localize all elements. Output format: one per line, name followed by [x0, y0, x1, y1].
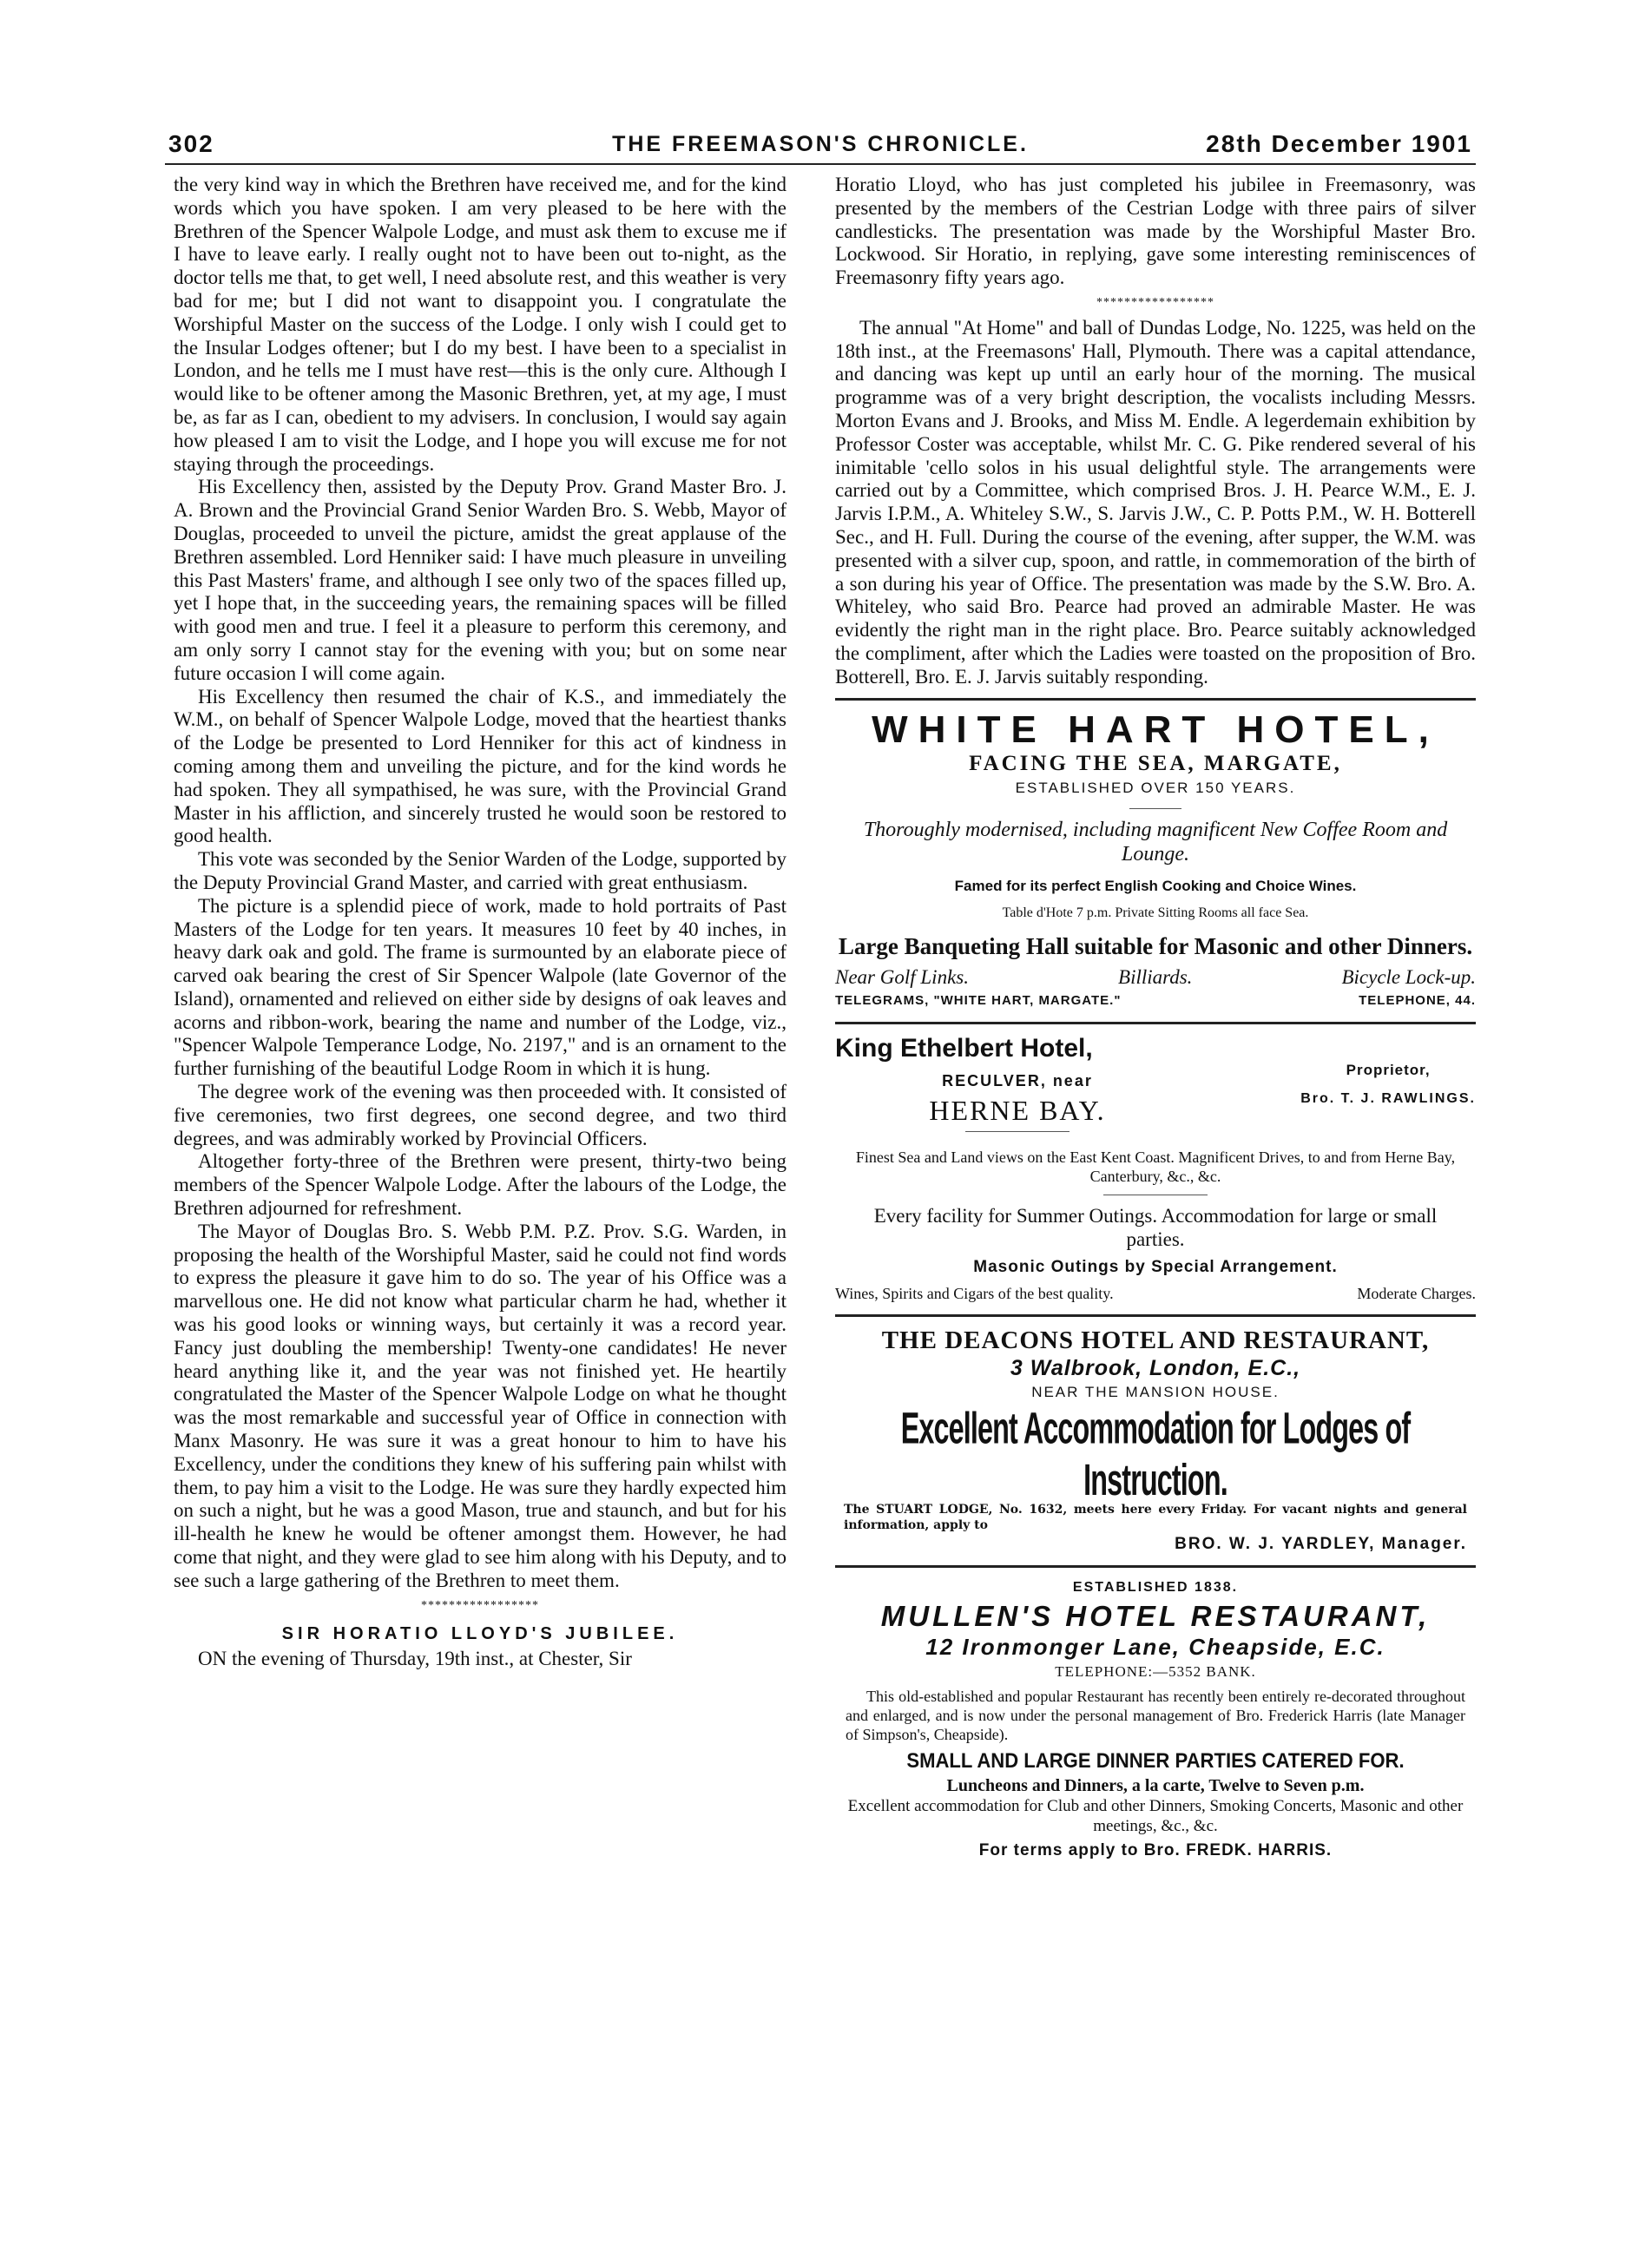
ad-luncheons: Luncheons and Dinners, a la carte, Twelve to Seven p.m. [946, 1776, 1365, 1796]
ad-table: Table d'Hote 7 p.m. Private Sitting Rooms all face Sea. [1002, 905, 1309, 921]
article-paragraph: The Mayor of Douglas Bro. S. Webb P.M. P.Z. Prov. S.G. Warden, in proposing the health of the Worshipful Master, said he could not find words to express the pleasure it gave him to do so. The year of his Office was a marvellous one. He did not know what particular charm he had, whether it was his good looks or winning ways, but certainly it was a record year. Fancy just doubling the membership! Twenty-one candidates! He never heard anything like it, and the year was not finished yet. He heartily congratulated the Master of the Spencer Walpole Lodge on what he thought was the most remarkable and successful year of Office in connection with Manx Masonry. He was sure it was a great honour to him to have his Excellency, under the conditions they knew of his suffering pain whilst with them, to pay him a visit to the Lodge. He was sure they hardly expected him on such a night, but he was a good Mason, true and staunch, and but for his ill-health he knew he would be oftener amongst them. However, he had come that night, and they were glad to see him along with his Deputy, and to see such a large gathering of the Brethren to meet them. [174, 1220, 787, 1591]
article-paragraph: the very kind way in which the Brethren have received me, and for the kind words which you have spoken. I am very pleased to be here with the Brethren of the Spencer Walpole Lodge, and must ask them to excuse me if I have to leave early. I really ought not to have been out to-night, as the doctor tells me that, to get well, I need absolute rest, and this weather is very bad for me; but I did not want to disappoint you. I congratulate the Worshipful Master on the success of the Lodge. I only wish I could get to the Insular Lodges oftener; but I do my best. I have been to a specialist in London, and he tells me I must have rest—this is the only cure. Although I would like to be oftener among the Masonic Brethren, yet, at my age, I must be, as far as I can, obedient to my advisers. In conclusion, I would say again how pleased I am to visit the Lodge, and I hope you will excuse me for not staying through the proceedings. [174, 174, 787, 475]
ad-footer [835, 1282, 1476, 1306]
ad-established: ESTABLISHED 1838. [1072, 1579, 1239, 1595]
section-separator: ***************** [421, 1598, 539, 1612]
ad-telegrams: TELEGRAMS, "WHITE HART, MARGATE." [835, 992, 1122, 1008]
ad-title: THE DEACONS HOTEL AND RESTAURANT, [881, 1326, 1430, 1355]
ad-parties: SMALL AND LARGE DINNER PARTIES CATERED FOR. [906, 1749, 1405, 1774]
article-paragraph: Horatio Lloyd, who has just completed his jubilee in Freemasonry, was presented by the members of the Cestrian Lodge with three pairs of silver candlesticks. The presentation was made by the Worshipful Master Bro. Lockwood. Sir Horatio, in replying, gave some interesting reminiscences of Freemasonry fifty years ago. [835, 174, 1476, 289]
ad-outings: Masonic Outings by Special Arrangement. [973, 1257, 1338, 1276]
ad-proprietor: Bro. T. J. RAWLINGS. [1300, 1090, 1476, 1106]
white-hart-ad [835, 709, 1476, 1013]
article-paragraph: ON the evening of Thursday, 19th inst., at Chester, Sir [198, 1648, 632, 1670]
ad-charges: Moderate Charges. [1357, 1285, 1476, 1303]
ad-famed: Famed for its perfect English Cooking and Choice Wines. [954, 878, 1357, 895]
article-paragraph: The annual "At Home" and ball of Dundas Lodge, No. 1225, was held on the 18th inst., at the Freemasons' Hall, Plymouth. There was a capital attendance, and dancing was kept up until an early hour of the morning. The musical programme was of a very bright description, the vocalists including Messrs. Morton Evans and J. Brooks, and Miss M. Endle. A legerdemain exhibition by Professor Coster was acceptable, whilst Mr. C. G. Pike rendered several of his inimitable 'cello solos in his usual delightful style. The arrangements were carried out by a Committee, which comprised Bros. J. H. Pearce W.M., E. J. Jarvis I.P.M., A. Whiteley S.W., S. Jarvis J.W., C. P. Potts P.M., W. H. Botterell Sec., and H. Full. During the course of the evening, after supper, the W.M. was presented with a silver cup, spoon, and rattle, in commemoration of the birth of a son during his year of Office. The presentation was made by the S.W. Bro. A. Whiteley, who said Bro. Pearce had proved an admirable Master. He was evidently the right man in the right place. Bro. Pearce suitably acknowledged the compliment, after which the Ladies were toasted on the proposition of Bro. Botterell, Bro. E. J. Jarvis suitably responding. [835, 316, 1476, 688]
header-rule [165, 163, 1476, 165]
ad-description: Thoroughly modernised, including magnificent New Coffee Room and Lounge. [863, 819, 1448, 866]
ad-manager: BRO. W. J. YARDLEY, Manager. [1175, 1534, 1467, 1553]
ad-description: This old-established and popular Restaurant has recently been entirely re-decorated throughout and enlarged, and is now under the personal management of Bro. Frederick Harris (late Manager of Simpson's, Cheapside). [846, 1688, 1465, 1744]
masthead-title: THE FREEMASON'S CHRONICLE. [612, 132, 1029, 156]
king-ethelbert-ad [835, 1033, 1476, 1306]
deacons-ad [835, 1326, 1476, 1557]
ad-town: HERNE BAY. [929, 1094, 1106, 1126]
article-paragraph: This vote was seconded by the Senior Warden of the Lodge, supported by the Deputy Provincial Grand Master, and carried with great enthusiasm. [174, 848, 787, 893]
ad-amenities [835, 965, 1476, 990]
ad-contacts [835, 990, 1476, 1013]
ad-views: Finest Sea and Land views on the East Kent Coast. Magnificent Drives, to and from Herne Bay, Canterbury, &c., &c. [855, 1148, 1456, 1185]
amenity-billiards: Billiards. [1118, 965, 1193, 988]
ad-address: 3 Walbrook, London, E.C., [1010, 1356, 1301, 1381]
ad-telephone: TELEPHONE:—5352 BANK. [1055, 1662, 1256, 1680]
right-column [835, 174, 1476, 1863]
ad-near: NEAR THE MANSION HOUSE. [1031, 1384, 1280, 1401]
ad-divider [835, 1022, 1476, 1024]
ad-established: ESTABLISHED OVER 150 YEARS. [1015, 779, 1296, 796]
mullens-ad [835, 1576, 1476, 1863]
ad-divider [835, 1565, 1476, 1568]
short-rule [965, 1131, 1070, 1132]
ad-stuart-lodge: The STUART LODGE, No. 1632, meets here every Friday. For vacant nights and general information, apply to [844, 1502, 1467, 1532]
section-separator: ***************** [1096, 295, 1214, 309]
ad-terms: For terms apply to Bro. FREDK. HARRIS. [978, 1841, 1333, 1860]
page-number: 302 [168, 130, 214, 157]
issue-date: 28th December 1901 [1206, 130, 1472, 157]
ad-title: King Ethelbert Hotel, [835, 1033, 1093, 1063]
ad-header [835, 1033, 1476, 1135]
ad-telephone: TELEPHONE, 44. [1359, 992, 1476, 1008]
left-column [174, 174, 787, 1671]
section-heading: SIR HORATIO LLOYD'S JUBILEE. [281, 1624, 679, 1644]
article-paragraph: His Excellency then, assisted by the Deputy Prov. Grand Master Bro. J. A. Brown and the Provincial Grand Senior Warden Bro. S. Webb, Mayor of Douglas, proceeded to unveil the picture, amidst the great applause of the Brethren assembled. Lord Henniker said: I have much pleasure in unveiling this Past Masters' frame, and although I see only two of the spaces filled up, yet I hope that, in the succeeding years, the remaining spaces will be filled with good men and true. I feel it a pleasure to perform this ceremony, and am only sorry I cannot stay for the evening with you; but on some near future occasion I will come again. [174, 476, 787, 684]
article-paragraph: His Excellency then resumed the chair of K.S., and immediately the W.M., on behalf of Spencer Walpole Lodge, moved that the heartiest thanks of the Lodge be presented to Lord Henniker for this act of kindness in coming among them and unveiling the picture, and for the kind words he had spoken. They all sympathised, he was sure, with the Provincial Grand Master in his affliction, and sincerely trusted he would soon be restored to good health. [174, 685, 787, 847]
ad-facility: Every facility for Summer Outings. Accommodation for large or small parties. [873, 1204, 1438, 1250]
ad-proprietor-label: Proprietor, [1346, 1061, 1431, 1078]
ad-divider [835, 698, 1476, 701]
article-paragraph: The degree work of the evening was then proceeded with. It consisted of five ceremonies, two first degrees, one second degree, and two third degrees, and was admirably worked by Provincial Officers. [174, 1081, 787, 1149]
short-rule [1129, 808, 1181, 809]
ad-banquet: Large Banqueting Hall suitable for Masonic and other Dinners. [838, 932, 1473, 959]
article-paragraph: The picture is a splendid piece of work, made to hold portraits of Past Masters of the Lodge for ten years. It measures 10 feet by 40 inches, in heavy dark oak and gold. The frame is surmounted by an elaborate piece of carved oak bearing the crest of Sir Spencer Walpole (late Governor of the Island), ornamented and relieved on either side by designs of oak leaves and acorns and ribbon-work, bearing the name and number of the Lodge, viz., "Spencer Walpole Temperance Lodge, No. 2197," and is an ornament to the further furnishing of the beautiful Lodge Room in which it is hung. [174, 894, 787, 1080]
page-header [165, 130, 1476, 160]
ad-title: WHITE HART HOTEL, [872, 708, 1439, 751]
article-paragraph: Altogether forty-three of the Brethren were present, thirty-two being members of the Spencer Walpole Lodge. After the labours of the Lodge, the Brethren adjourned for refreshment. [174, 1150, 787, 1220]
ad-wines: Wines, Spirits and Cigars of the best quality. [835, 1285, 1114, 1303]
ad-subtitle: FACING THE SEA, MARGATE, [969, 751, 1342, 775]
ad-location: RECULVER, near [942, 1071, 1093, 1089]
amenity-bicycle: Bicycle Lock-up. [1341, 965, 1476, 988]
ad-title: MULLEN'S HOTEL RESTAURANT, [880, 1599, 1431, 1632]
ad-address: 12 Ironmonger Lane, Cheapside, E.C. [925, 1633, 1385, 1660]
ad-divider [835, 1314, 1476, 1317]
ad-accommodation: Excellent accommodation for Club and other Dinners, Smoking Concerts, Masonic and other meetings, &c., &c. [847, 1797, 1464, 1836]
amenity-golf: Near Golf Links. [835, 965, 969, 988]
ad-headline: Excellent Accommodation for Lodges of Instruction. [900, 1404, 1411, 1505]
